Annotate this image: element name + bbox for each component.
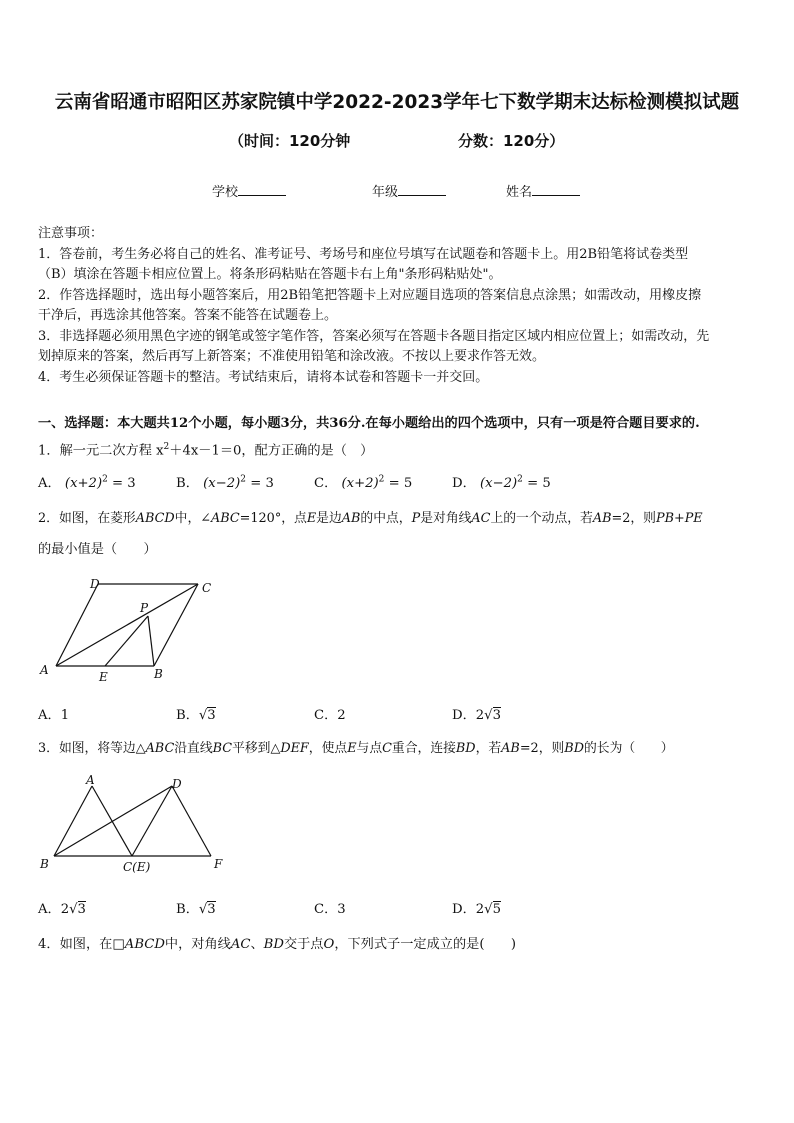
- name-blank[interactable]: [532, 183, 580, 196]
- edge-ed: [132, 786, 172, 856]
- note-line: 2．作答选择题时，选出每小题答案后，用2B铅笔把答题卡上对应题目选项的答案信息点涂黑；如需改动，用橡皮擦: [38, 287, 702, 303]
- note-line: 3．非选择题必须用黑色字迹的钢笔或签字笔作答，答案必须写在答题卡各题目指定区域内相应位置上；如需改动，先: [38, 328, 710, 344]
- grade-label: 年级: [372, 185, 399, 200]
- q2-rhombus-figure: [36, 574, 226, 686]
- label-d: D: [90, 577, 100, 591]
- exam-time: （时间：120分钟: [229, 132, 351, 150]
- q2-option-c[interactable]: C．2: [314, 708, 346, 723]
- page-title: 云南省昭通市昭阳区苏家院镇中学2022-2023学年七下数学期末达标检测模拟试题: [54, 92, 740, 113]
- q1-option-c[interactable]: C． $(x+2)^2 = 5$: [314, 474, 413, 491]
- name-field[interactable]: [506, 181, 580, 200]
- segment-pb: [148, 616, 154, 666]
- note-line: 干净后，再选涂其他答案。答案不能答在试题卷上。: [38, 308, 338, 323]
- grade-blank[interactable]: [398, 183, 446, 196]
- q3-option-c[interactable]: C．3: [314, 902, 346, 917]
- question-2-stem: 2．如图，在菱形ABCD中，∠ABC=120°，点E是边AB的中点，P是对角线AC上的一个动点，若AB=2，则PB+PE: [38, 511, 703, 526]
- label-b: B: [154, 667, 163, 681]
- parallelogram-icon: □: [112, 937, 125, 952]
- note-line: （B）填涂在答题卡相应位置上。将条形码粘贴在答题卡右上角"条形码粘贴处"。: [38, 267, 502, 282]
- question-1-stem: 1．解一元二次方程 $x^2+4x-1=0$，配方正确的是（ ）: [38, 442, 374, 459]
- question-2-stem-line2: 的最小值是（ ）: [38, 542, 157, 557]
- sqrt-icon: √: [198, 708, 208, 723]
- note-line: 4．考生必须保证答题卡的整洁。考试结束后，请将本试卷和答题卡一并交回。: [38, 369, 489, 385]
- q1-option-d[interactable]: D． $(x-2)^2 = 5$: [452, 474, 551, 491]
- label-c: C: [202, 581, 212, 595]
- label-a: A: [40, 663, 49, 677]
- segment-pe: [105, 616, 148, 666]
- notes-block: [38, 224, 760, 388]
- question-3-stem: 3．如图，将等边△ABC沿直线BC平移到△DEF，使点E与点C重合，连接BD，若AB=2，则BD的长为（ ）: [38, 741, 674, 756]
- school-blank[interactable]: [238, 183, 286, 196]
- edge-ab: [54, 786, 92, 856]
- exam-score: 分数：120分）: [458, 132, 565, 150]
- edge-df: [172, 786, 211, 856]
- q3-option-b[interactable]: B．√3: [176, 902, 216, 917]
- label-e: E: [99, 670, 108, 684]
- label-p: P: [140, 601, 149, 615]
- q1-option-b[interactable]: B． $(x-2)^2 = 3$: [176, 474, 274, 491]
- label-ce: C(E): [123, 860, 151, 874]
- name-label: 姓名: [506, 185, 533, 200]
- label-d: D: [172, 777, 182, 791]
- sqrt-icon: √: [69, 902, 78, 917]
- q3-triangle-figure: [36, 770, 236, 876]
- notes-heading: 注意事项：: [38, 226, 104, 241]
- label-b: B: [40, 857, 49, 871]
- q3-option-d[interactable]: D．2√5: [452, 902, 501, 917]
- segment-bd: [54, 786, 172, 856]
- label-a: A: [86, 773, 95, 787]
- note-line: 划掉原来的答案，然后再写上新答案；不准使用铅笔和涂改液。不按以上要求作答无效。: [38, 349, 546, 364]
- school-label: 学校: [212, 185, 239, 200]
- label-f: F: [214, 857, 223, 871]
- sqrt-icon: √: [484, 708, 493, 723]
- sqrt-icon: √: [484, 902, 493, 917]
- school-field[interactable]: [212, 181, 286, 200]
- section-heading: 一、选择题：本大题共12个小题，每小题3分，共36分.在每小题给出的四个选项中，只有一项是符合题目要求的.: [38, 416, 700, 431]
- q2-option-d[interactable]: D．2√3: [452, 708, 501, 723]
- sqrt-icon: √: [198, 902, 208, 917]
- note-line: 1．答卷前，考生务必将自己的姓名、准考证号、考场号和座位号填写在试题卷和答题卡上。用2B铅笔将试卷类型: [38, 246, 689, 262]
- q3-option-a[interactable]: A．2√3: [38, 902, 86, 917]
- q2-option-a[interactable]: A．1: [38, 708, 70, 723]
- q1-option-a[interactable]: A． $(x+2)^2 = 3$: [38, 474, 136, 491]
- grade-field[interactable]: [372, 181, 446, 200]
- q2-option-b[interactable]: B．√3: [176, 708, 216, 723]
- question-4-stem: 4．如图，在□ABCD中，对角线AC、BD交于点O，下列式子一定成立的是( ): [38, 937, 517, 952]
